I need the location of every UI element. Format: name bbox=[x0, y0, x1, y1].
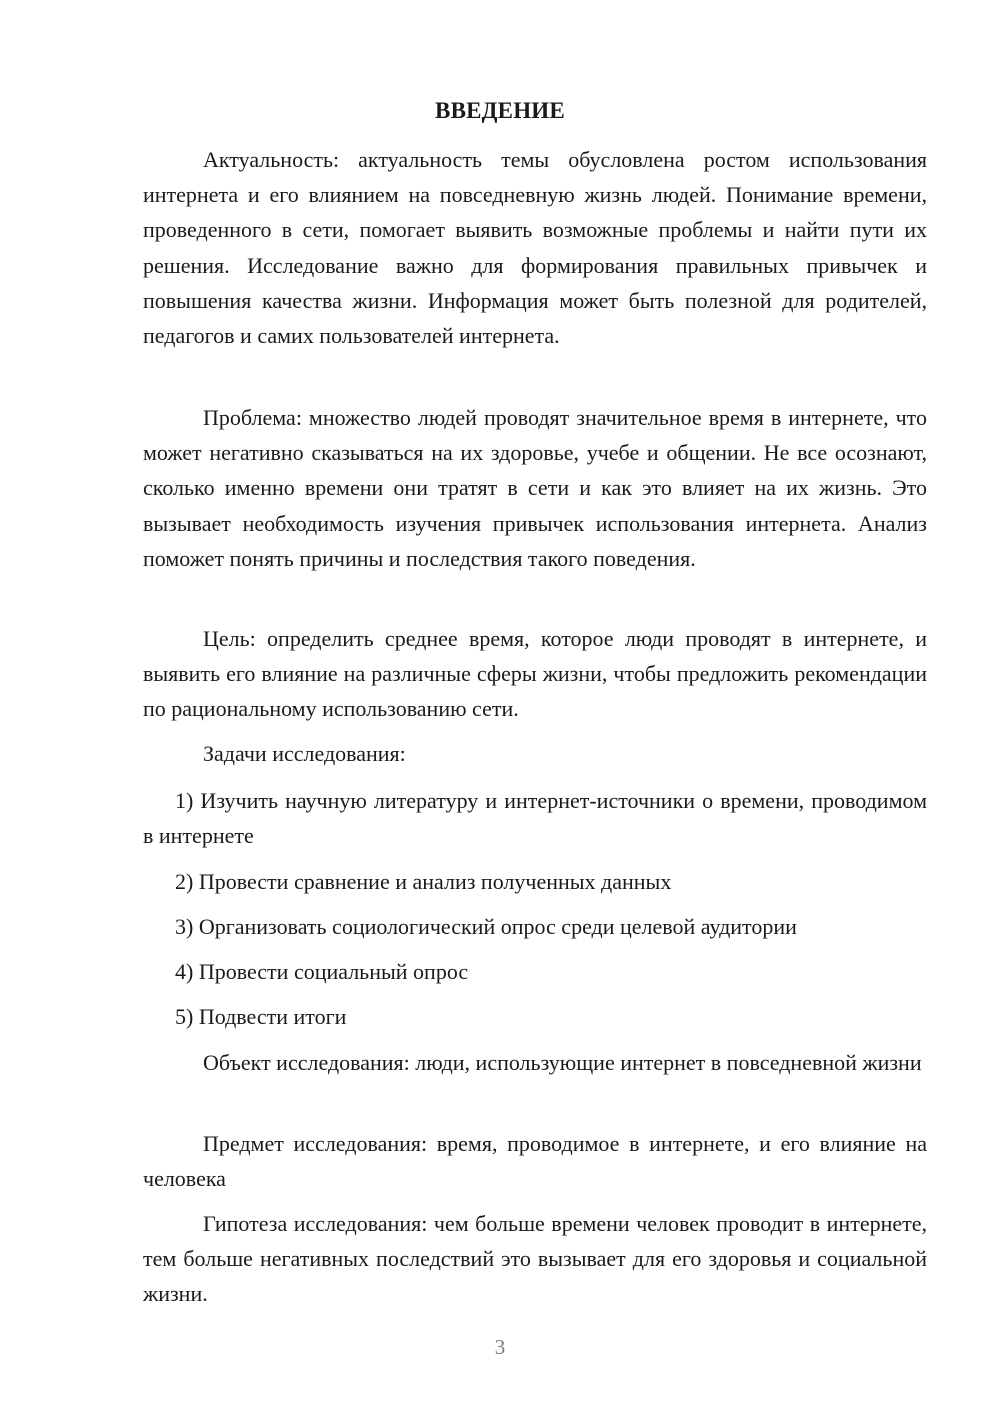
task-item-4: 4) Провести социальный опрос bbox=[175, 959, 469, 984]
problem-paragraph: Проблема: множество людей проводят значительное время в интернете, что может негативно сказываться на их здоровье, учебе и общении. Не все осознают, сколько именно времени они тратят в сети и как это влияет на их жизнь. Это вызывает необходимость изучения привычек использования интернета. Анализ поможет понять причины и последствия такого поведения. bbox=[143, 405, 927, 571]
relevance-paragraph: Актуальность: актуальность темы обусловлена ростом использования интернета и его влиянием на повседневную жизнь людей. Понимание времени, проведенного в сети, помогает выявить возможные проблемы и найти пути их решения. Исследование важно для формирования правильных привычек и повышения качества жизни. Информация может быть полезной для родителей, педагогов и самих пользователей интернета. bbox=[143, 147, 927, 349]
tasks-heading: Задачи исследования: bbox=[203, 741, 406, 766]
task-item-2: 2) Провести сравнение и анализ полученных данных bbox=[175, 869, 672, 894]
task-item-1: 1) Изучить научную литературу и интернет-источники о времени, проводимом в интернете bbox=[143, 788, 927, 849]
task-item-5: 5) Подвести итоги bbox=[175, 1004, 347, 1029]
page-number: 3 bbox=[494, 1335, 506, 1359]
page-title: ВВЕДЕНИЕ bbox=[435, 98, 565, 123]
object-paragraph: Объект исследования: люди, использующие интернет в повседневной жизни bbox=[203, 1050, 922, 1075]
task-item-3: 3) Организовать социологический опрос среди целевой аудитории bbox=[175, 914, 797, 939]
goal-paragraph: Цель: определить среднее время, которое люди проводят в интернете, и выявить его влияние на различные сферы жизни, чтобы предложить рекомендации по рациональному использованию сети. bbox=[143, 626, 927, 722]
hypothesis-paragraph: Гипотеза исследования: чем больше времени человек проводит в интернете, тем больше негативных последствий это вызывает для его здоровья и социальной жизни. bbox=[143, 1211, 927, 1307]
subject-paragraph: Предмет исследования: время, проводимое в интернете, и его влияние на человека bbox=[143, 1131, 927, 1192]
